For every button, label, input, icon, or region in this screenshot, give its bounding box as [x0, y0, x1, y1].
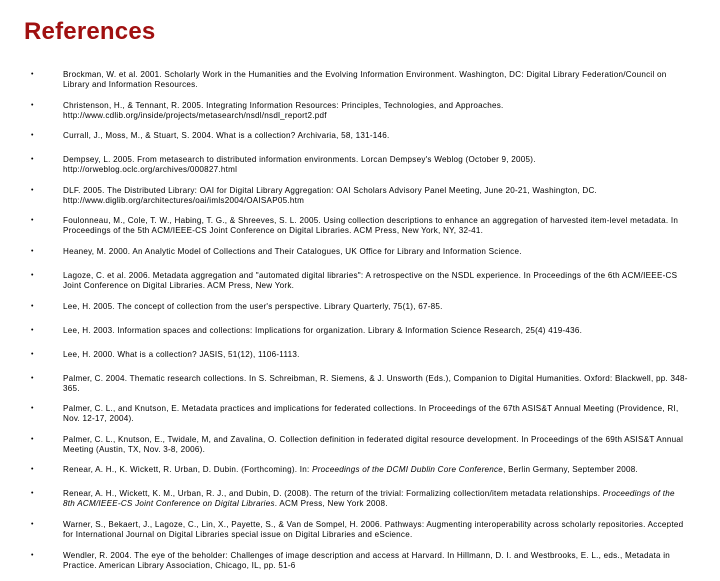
reference-text: Lee, H. 2005. The concept of collection from the user's perspective. Library Quarterly, 75(1), 67-85. [63, 301, 443, 311]
reference-item [28, 520, 688, 540]
reference-text: Currall, J., Moss, M., & Stuart, S. 2004. What is a collection? Archivaria, 58, 131-146. [63, 131, 390, 141]
reference-list [28, 70, 688, 581]
reference-item [28, 155, 688, 175]
slide-title: References [24, 18, 156, 45]
reference-italic-title: Proceedings of the 8th ACM/IEEE-CS Joint Conference on Digital Libraries [63, 489, 675, 509]
reference-item [28, 302, 688, 312]
bullet: • [31, 435, 34, 443]
reference-text: Brockman, W. et al. 2001. Scholarly Work in the Humanities and the Evolving Information Environment. Washington, DC: Digital Library Federation/Council on Library and Information Resources. [63, 70, 667, 89]
bullet: • [31, 466, 34, 474]
bullet: • [31, 520, 34, 528]
reference-item [28, 326, 688, 336]
reference-item [28, 350, 688, 360]
reference-item [28, 489, 688, 509]
bullet: • [31, 156, 34, 164]
bullet: • [31, 271, 34, 279]
bullet: • [31, 101, 34, 109]
reference-item [28, 404, 688, 424]
reference-text [63, 489, 688, 509]
bullet: • [31, 405, 34, 413]
reference-item [28, 465, 688, 475]
bullet: • [31, 132, 34, 140]
reference-text: Lagoze, C. et al. 2006. Metadata aggregation and "automated digital libraries": A retrospective on the NSDL experience. In Proceedings of the 6th ACM/IEEE-CS Joint Conference on Digital Libraries. ACM Press, New York. [63, 270, 678, 290]
reference-text: Lee, H. 2000. What is a collection? JASIS, 51(12), 1106-1113. [63, 349, 300, 359]
reference-text: DLF. 2005. The Distributed Library: OAI for Digital Library Aggregation: OAI Scholars Advisory Panel Meeting, June 20-21, Washington, DC. http://www.diglib.org/architectures/oai/imls2004/OAISAP05.htm [63, 185, 598, 205]
reference-text: Foulonneau, M., Cole, T. W., Habing, T. G., & Shreeves, S. L. 2005. Using collection descriptions to enhance an aggregation of harvested item-level metadata. In Proceedings of the 5th ACM/IEEE-CS Joint Conference on Digital Libraries. ACM Press, New York, NY, 32-41. [63, 216, 679, 236]
bullet: • [31, 374, 34, 382]
reference-item [28, 186, 688, 206]
reference-text: Palmer, C. L., and Knutson, E. Metadata practices and implications for federated collections. In Proceedings of the 67th ASIS&T Annual Meeting (Providence, RI, Nov. 12-17, 2004). [63, 404, 679, 424]
reference-text-part: Renear, A. H., Wickett, K. M., Urban, R. J., and Dubin, D. (2008). The return of the trivial: Formalizing collection/item metadata relationships. [63, 489, 603, 499]
bullet: • [31, 326, 34, 334]
reference-text-part: Renear, A. H., K. Wickett, R. Urban, D. Dubin. (Forthcoming). In: [63, 465, 313, 475]
reference-item [28, 435, 688, 455]
bullet: • [31, 350, 34, 358]
bullet: • [31, 247, 34, 255]
reference-text: Christenson, H., & Tennant, R. 2005. Integrating Information Resources: Principles, Technologies, and Approaches. http://www.cdlib.org/inside/projects/metasearch/nsdl/nsdl_report2.pdf [63, 100, 504, 120]
reference-item [28, 70, 688, 90]
reference-item [28, 216, 688, 236]
bullet: • [31, 186, 34, 194]
reference-italic-title: Proceedings of the DCMI Dublin Core Conference [312, 465, 504, 475]
bullet: • [31, 71, 34, 78]
reference-text: Heaney, M. 2000. An Analytic Model of Collections and Their Catalogues, UK Office for Library and Information Science. [63, 246, 522, 256]
reference-text: Palmer, C. L., Knutson, E., Twidale, M, and Zavalina, O. Collection definition in federated digital resource development. In Proceedings of the 69th ASIS&T Annual Meeting (Austin, TX, Nov. 3-8, 2006). [63, 434, 684, 454]
reference-item [28, 271, 688, 291]
reference-text [63, 465, 688, 475]
reference-item [28, 374, 688, 394]
bullet: • [31, 551, 34, 559]
reference-text: Dempsey, L. 2005. From metasearch to distributed information environments. Lorcan Dempsey's Weblog (October 9, 2005). http://orweblog.oclc.org/archives/000827.html [63, 155, 536, 175]
reference-item [28, 247, 688, 257]
reference-text: Wendler, R. 2004. The eye of the beholder: Challenges of image description and access at Harvard. In Hillmann, D. I. and Westbrooks, E. L., eds., Metadata in Practice. American Library Association, Chicago, IL, pp. 51-6 [63, 550, 671, 570]
reference-text: Lee, H. 2003. Information spaces and collections: Implications for organization. Library & Information Science Research, 25(4) 419-436. [63, 325, 583, 335]
reference-text-part: . ACM Press, New York 2008. [274, 499, 388, 509]
reference-item [28, 101, 688, 121]
reference-text: Palmer, C. 2004. Thematic research collections. In S. Schreibman, R. Siemens, & J. Unsworth (Eds.), Companion to Digital Humanities. Oxford: Blackwell, pp. 348-365. [63, 373, 688, 393]
bullet: • [31, 490, 34, 498]
bullet: • [31, 217, 34, 225]
bullet: • [31, 302, 34, 310]
reference-text-part: , Berlin Germany, September 2008. [503, 465, 639, 475]
reference-item [28, 131, 688, 141]
reference-item [28, 551, 688, 571]
reference-text: Warner, S., Bekaert, J., Lagoze, C., Lin, X., Payette, S., & Van de Sompel, H. 2006. Pathways: Augmenting interoperability across scholarly repositories. Accepted for International Journal on Digital Libraries special issue on Digital Libraries and eScience. [63, 519, 684, 539]
